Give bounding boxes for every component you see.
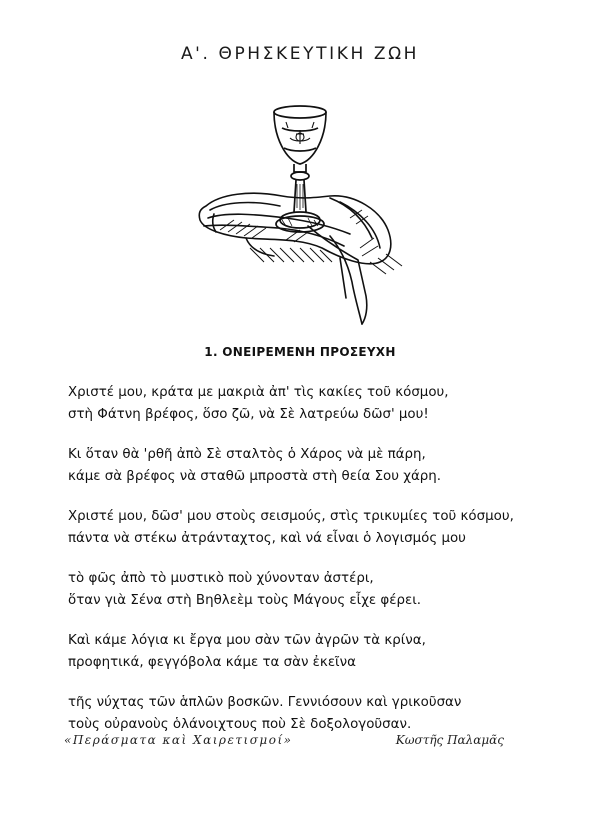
- poem-line: τοὺς οὐρανοὺς ὁλάνοιχτους ποὺ Σὲ δοξολογοῦσαν.: [68, 716, 412, 732]
- chalice-icon: [190, 98, 420, 330]
- poem-line: πάντα νὰ στέκω ἀτράνταχτος, καὶ νά εἶναι ὁ λογισμός μου: [68, 530, 466, 546]
- author-name: Κωστῆς Παλαμᾶς: [395, 733, 504, 747]
- stanza: [68, 692, 568, 735]
- poem-body: [68, 382, 568, 754]
- section-title: Α'. ΘΡΗΣΚΕΥΤΙΚΗ ΖΩΗ: [180, 44, 420, 64]
- attribution: [64, 733, 504, 751]
- stanza: [68, 630, 568, 673]
- poem-line: στὴ Φάτνη βρέφος, ὅσο ζῶ, νὰ Σὲ λατρεύω δῶσ' μου!: [68, 406, 429, 422]
- poem-line: ὅταν γιὰ Σένα στὴ Βηθλεὲμ τοὺς Μάγους εἶχε φέρει.: [68, 592, 422, 608]
- poem-line: Χριστέ μου, δῶσ' μου στοὺς σεισμούς, στὶς τρικυμίες τοῦ κόσμου,: [68, 509, 514, 524]
- stanza: [68, 444, 568, 487]
- poem-line: Καὶ κάμε λόγια κι ἔργα μου σὰν τῶν ἀγρῶν τὰ κρίνα,: [68, 633, 426, 648]
- stanza: [68, 506, 568, 549]
- poem-line: τὸ φῶς ἀπὸ τὸ μυστικὸ ποὺ χύνονταν ἀστέρι,: [68, 571, 374, 586]
- stanza: [68, 568, 568, 611]
- poem-title: 1. ΟΝΕΙΡΕΜΕΝΗ ΠΡΟΣΕΥΧΗ: [204, 345, 396, 359]
- stanza: [68, 382, 568, 425]
- poem-line: τῆς νύχτας τῶν ἁπλῶν βοσκῶν. Γεννιόσουν καὶ γρικοῦσαν: [68, 695, 462, 710]
- poem-line: κάμε σὰ βρέφος νὰ σταθῶ μπροστὰ στὴ θεία Σου χάρη.: [68, 468, 442, 484]
- poem-line: Χριστέ μου, κράτα με μακριὰ ἀπ' τὶς κακίες τοῦ κόσμου,: [68, 385, 449, 400]
- poem-line: προφητικά, φεγγόβολα κάμε τα σὰν ἐκεῖνα: [68, 654, 356, 670]
- poem-line: Κι ὅταν θὰ 'ρθῆ ἀπὸ Σὲ σταλτὸς ὁ Χάρος νὰ μὲ πάρη,: [68, 447, 426, 462]
- source-title: «Περάσματα καὶ Χαιρετισμοί»: [64, 733, 293, 747]
